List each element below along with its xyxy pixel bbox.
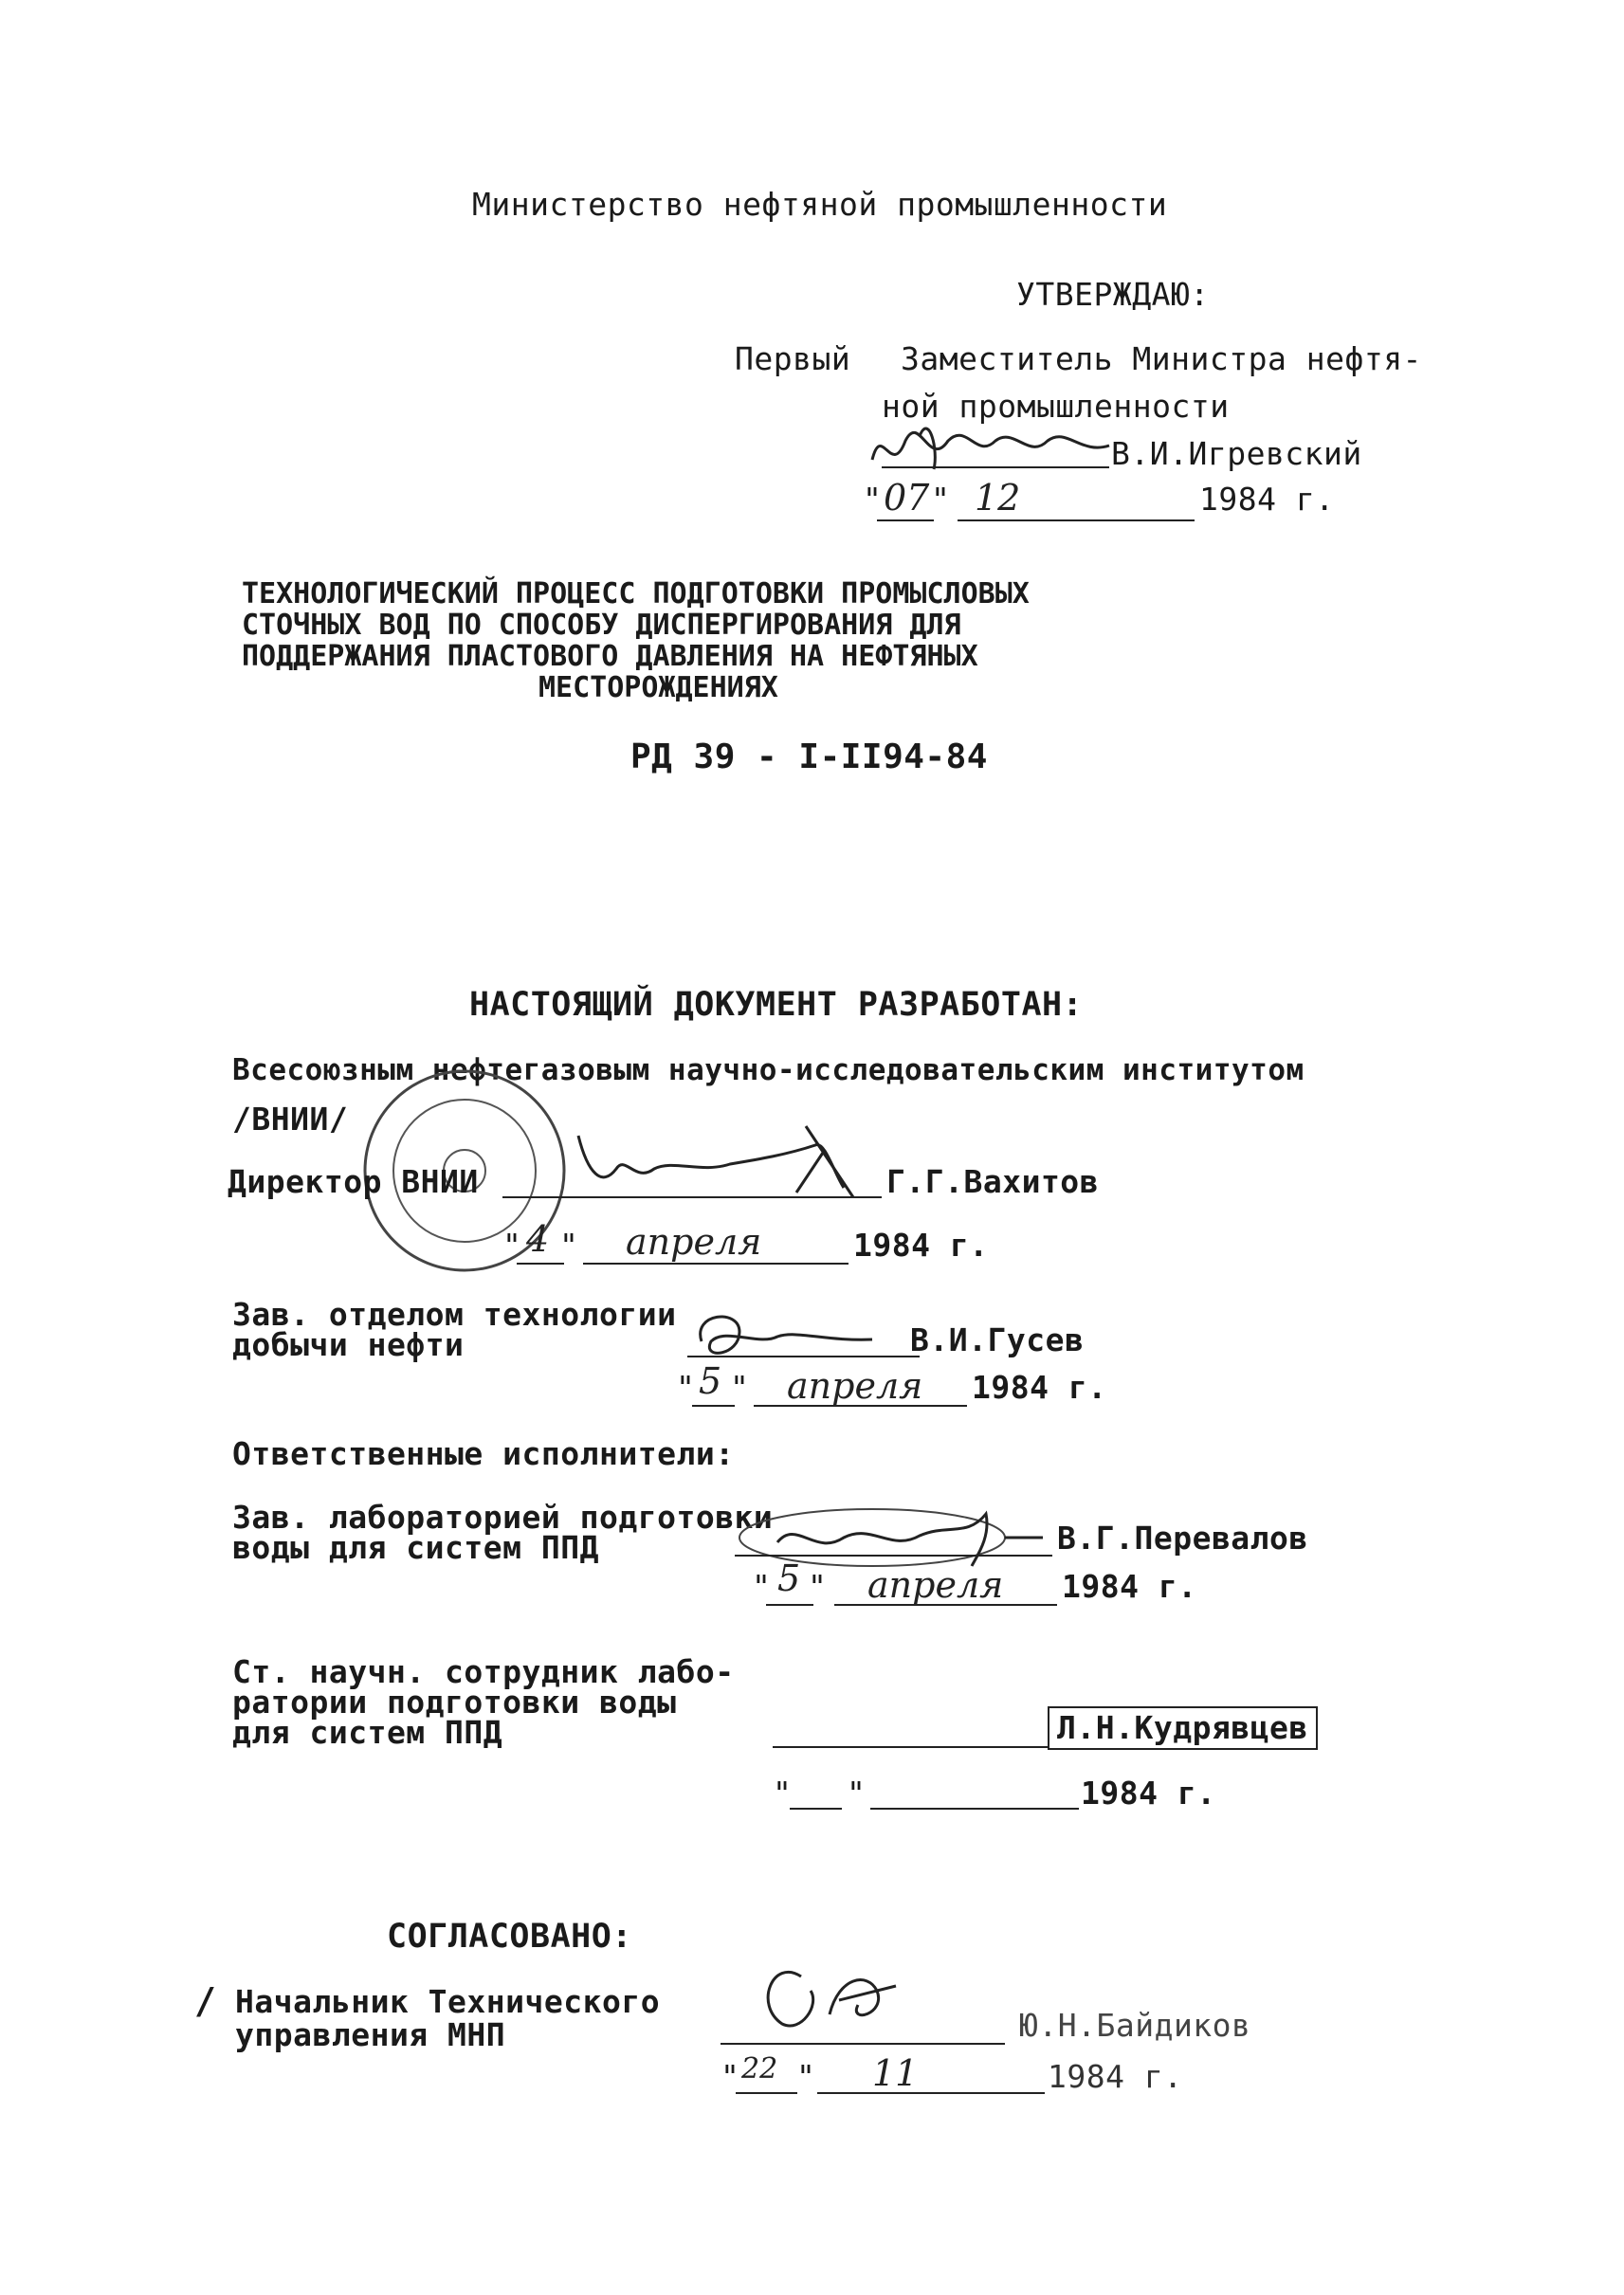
- department-head-date-close-quote: ": [730, 1369, 750, 1406]
- title-line-1: ТЕХНОЛОГИЧЕСКИЙ ПРОЦЕСС ПОДГОТОВКИ ПРОМЫСЛОВЫХ: [242, 577, 1030, 610]
- agreed-date-day-line: [736, 2092, 797, 2094]
- agreed-year: 1984 г.: [1048, 2058, 1183, 2095]
- department-head-year: 1984 г.: [972, 1369, 1107, 1406]
- lab-head-date-close-quote: ": [808, 1568, 828, 1605]
- agreed-heading: СОГЛАСОВАНО:: [387, 1918, 632, 1956]
- developed-heading: НАСТОЯЩИЙ ДОКУМЕНТ РАЗРАБОТАН:: [469, 986, 1084, 1024]
- lab-head-date-day: 5: [777, 1557, 801, 1599]
- researcher-label-1: Ст. научн. сотрудник лабо-: [232, 1653, 735, 1690]
- document-code: РД 39 - I-II94-84: [630, 738, 988, 776]
- lab-head-date-open-quote: ": [752, 1568, 772, 1605]
- agreed-signature: [744, 1948, 934, 2052]
- director-date-open-quote: ": [502, 1227, 522, 1264]
- approval-date-month: 12: [975, 477, 1021, 519]
- department-head-date-month-line: [754, 1405, 967, 1407]
- department-head-date-open-quote: ": [676, 1369, 696, 1406]
- approval-signature-line: [882, 466, 1109, 468]
- researcher-name: Л.Н.Кудрявцев: [1048, 1706, 1318, 1750]
- director-date-close-quote: ": [559, 1227, 579, 1264]
- director-name: Г.Г.Вахитов: [886, 1163, 1100, 1200]
- developer-org-line-1: Всесоюзным нефтегазовым научно-исследовательским институтом: [232, 1053, 1305, 1087]
- director-date-month: апреля: [626, 1221, 762, 1263]
- lab-head-date-month: апреля: [867, 1564, 1004, 1606]
- agreed-date-month-line: [817, 2092, 1045, 2094]
- approval-year: 1984 г.: [1199, 481, 1335, 518]
- agreed-date-month: 11: [872, 2052, 919, 2094]
- approval-heading: УТВЕРЖДАЮ:: [1016, 276, 1210, 313]
- researcher-label-3: для систем ППД: [232, 1714, 503, 1751]
- approval-date-day: 07: [884, 477, 930, 519]
- department-head-date-day: 5: [699, 1360, 722, 1402]
- researcher-signature-line: [773, 1746, 1048, 1748]
- approval-signature: [863, 403, 1147, 488]
- researcher-date-day-line: [790, 1808, 842, 1810]
- approval-date-open-quote: ": [863, 481, 883, 518]
- director-signature-line: [502, 1196, 882, 1198]
- lab-head-date-day-line: [766, 1604, 813, 1606]
- lab-head-signature-line: [735, 1555, 1052, 1557]
- approval-position-2: Заместитель Министра нефтя-: [901, 340, 1422, 377]
- agreed-signature-line: [721, 2043, 1005, 2045]
- agreed-label-2: управления МНП: [235, 2016, 506, 2053]
- lab-head-name: В.Г.Перевалов: [1057, 1520, 1308, 1557]
- approval-position-1: Первый: [735, 340, 851, 377]
- agreed-date-day: 22: [741, 2052, 778, 2086]
- researcher-date-open-quote: ": [773, 1775, 793, 1812]
- department-head-date-month: апреля: [787, 1365, 923, 1407]
- agreed-mark: /: [194, 1980, 217, 2022]
- approval-name: В.И.Игревский: [1111, 435, 1362, 472]
- ministry-name: Министерство нефтяной промышленности: [472, 186, 1168, 223]
- lab-head-label-1: Зав. лабораторией подготовки: [232, 1499, 774, 1536]
- department-head-date-day-line: [692, 1405, 735, 1407]
- approval-date-day-line: [877, 519, 934, 521]
- researcher-date-month-line: [870, 1808, 1079, 1810]
- developer-org-line-2: /ВНИИ/: [232, 1101, 349, 1138]
- lab-head-label-2: воды для систем ППД: [232, 1529, 599, 1566]
- researcher-year: 1984 г.: [1081, 1775, 1216, 1812]
- director-date-day: 4: [526, 1218, 550, 1260]
- approval-date-close-quote: ": [931, 481, 951, 518]
- agreed-name: Ю.Н.Байдиков: [1019, 2007, 1251, 2044]
- title-line-3: ПОДДЕРЖАНИЯ ПЛАСТОВОГО ДАВЛЕНИЯ НА НЕФТЯНЫХ: [242, 640, 978, 673]
- lab-head-year: 1984 г.: [1062, 1568, 1197, 1605]
- agreed-date-close-quote: ": [796, 2058, 816, 2095]
- department-head-label-1: Зав. отделом технологии: [232, 1296, 677, 1333]
- lab-head-date-month-line: [834, 1604, 1057, 1606]
- director-date-month-line: [583, 1263, 848, 1265]
- researcher-date-close-quote: ": [847, 1775, 867, 1812]
- approval-date-month-line: [958, 519, 1195, 521]
- director-label: Директор ВНИИ: [228, 1163, 479, 1200]
- title-line-2: СТОЧНЫХ ВОД ПО СПОСОБУ ДИСПЕРГИРОВАНИЯ ДЛЯ: [242, 609, 961, 642]
- director-signature: [512, 1117, 872, 1202]
- director-year: 1984 г.: [853, 1227, 989, 1264]
- agreed-label-1: Начальник Технического: [235, 1983, 661, 2020]
- title-line-4: МЕСТОРОЖДЕНИЯХ: [538, 671, 778, 704]
- director-date-day-line: [517, 1263, 564, 1265]
- department-head-name: В.И.Гусев: [910, 1321, 1085, 1358]
- department-head-label-2: добычи нефти: [232, 1326, 465, 1363]
- department-head-signature-line: [687, 1356, 920, 1357]
- researcher-label-2: ратории подготовки воды: [232, 1684, 677, 1721]
- responsible-heading: Ответственные исполнители:: [232, 1435, 735, 1472]
- approval-position-3: ной промышленности: [882, 388, 1230, 425]
- agreed-date-open-quote: ": [721, 2058, 740, 2095]
